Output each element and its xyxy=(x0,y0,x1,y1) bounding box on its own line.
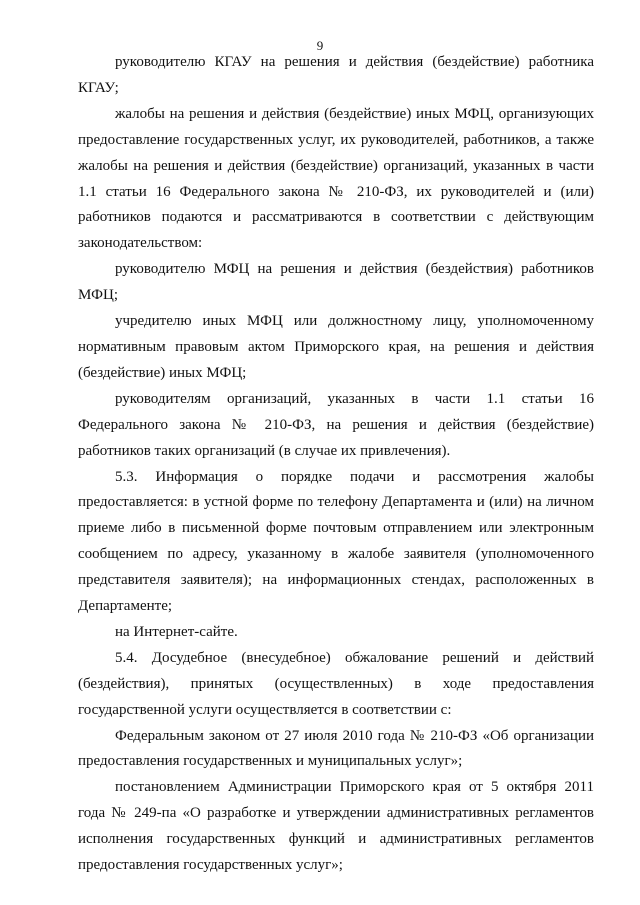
paragraph-administration-resolution: постановлением Администрации Приморского края от 5 октября 2011 года № 249-па «О разработке и утверждении административных регламентов исполнения государственных функций и административных регламентов предоставления государственных услуг»; xyxy=(78,779,594,874)
paragraph-internet-site: на Интернет-сайте. xyxy=(115,623,238,640)
paragraph-organization-heads: руководителям организаций, указанных в части 1.1 статьи 16 Федерального закона № 210-ФЗ, на решения и действия (бездействие) работников таких организаций (в случае их привлечения). xyxy=(78,390,594,459)
paragraph-kgau-head: руководителю КГАУ на решения и действия (бездействие) работника КГАУ; xyxy=(78,54,594,96)
paragraph-mfc-founder: учредителю иных МФЦ или должностному лицу, уполномоченному нормативным правовым актом Приморского края, на решения и действия (бездействие) иных МФЦ; xyxy=(78,313,594,381)
page-number: 9 xyxy=(316,38,324,53)
paragraph-federal-law: Федеральным законом от 27 июля 2010 года № 210-ФЗ «Об организации предоставления государственных и муниципальных услуг»; xyxy=(78,727,594,770)
document-body xyxy=(78,50,594,879)
paragraph-mfc-complaints: жалобы на решения и действия (бездействие) иных МФЦ, организующих предоставление государственных услуг, их руководителей, работников, а также жалобы на решения и действия (бездействие) организаций, указанных в части 1.1 статьи 16 Федерального закона № 210-ФЗ, их руководителей и (или) работников подаются и рассматриваются в соответствии с действующим законодательством: xyxy=(78,105,594,252)
paragraph-section-5-4: 5.4. Досудебное (внесудебное) обжалование решений и действий (бездействия), принятых (осуществленных) в ходе предоставления государственной услуги осуществляется в соответствии с: xyxy=(78,649,594,718)
paragraph-mfc-head: руководителю МФЦ на решения и действия (бездействия) работников МФЦ; xyxy=(78,261,594,304)
paragraph-section-5-3: 5.3. Информация о порядке подачи и рассмотрения жалобы предоставляется: в устной форме по телефону Департамента и (или) на личном приеме либо в письменной форме почтовым отправлением или электронным сообщением по адресу, указанному в жалобе заявителя (уполномоченного представителя заявителя); на информационных стендах, расположенных в Департаменте; xyxy=(78,468,594,615)
